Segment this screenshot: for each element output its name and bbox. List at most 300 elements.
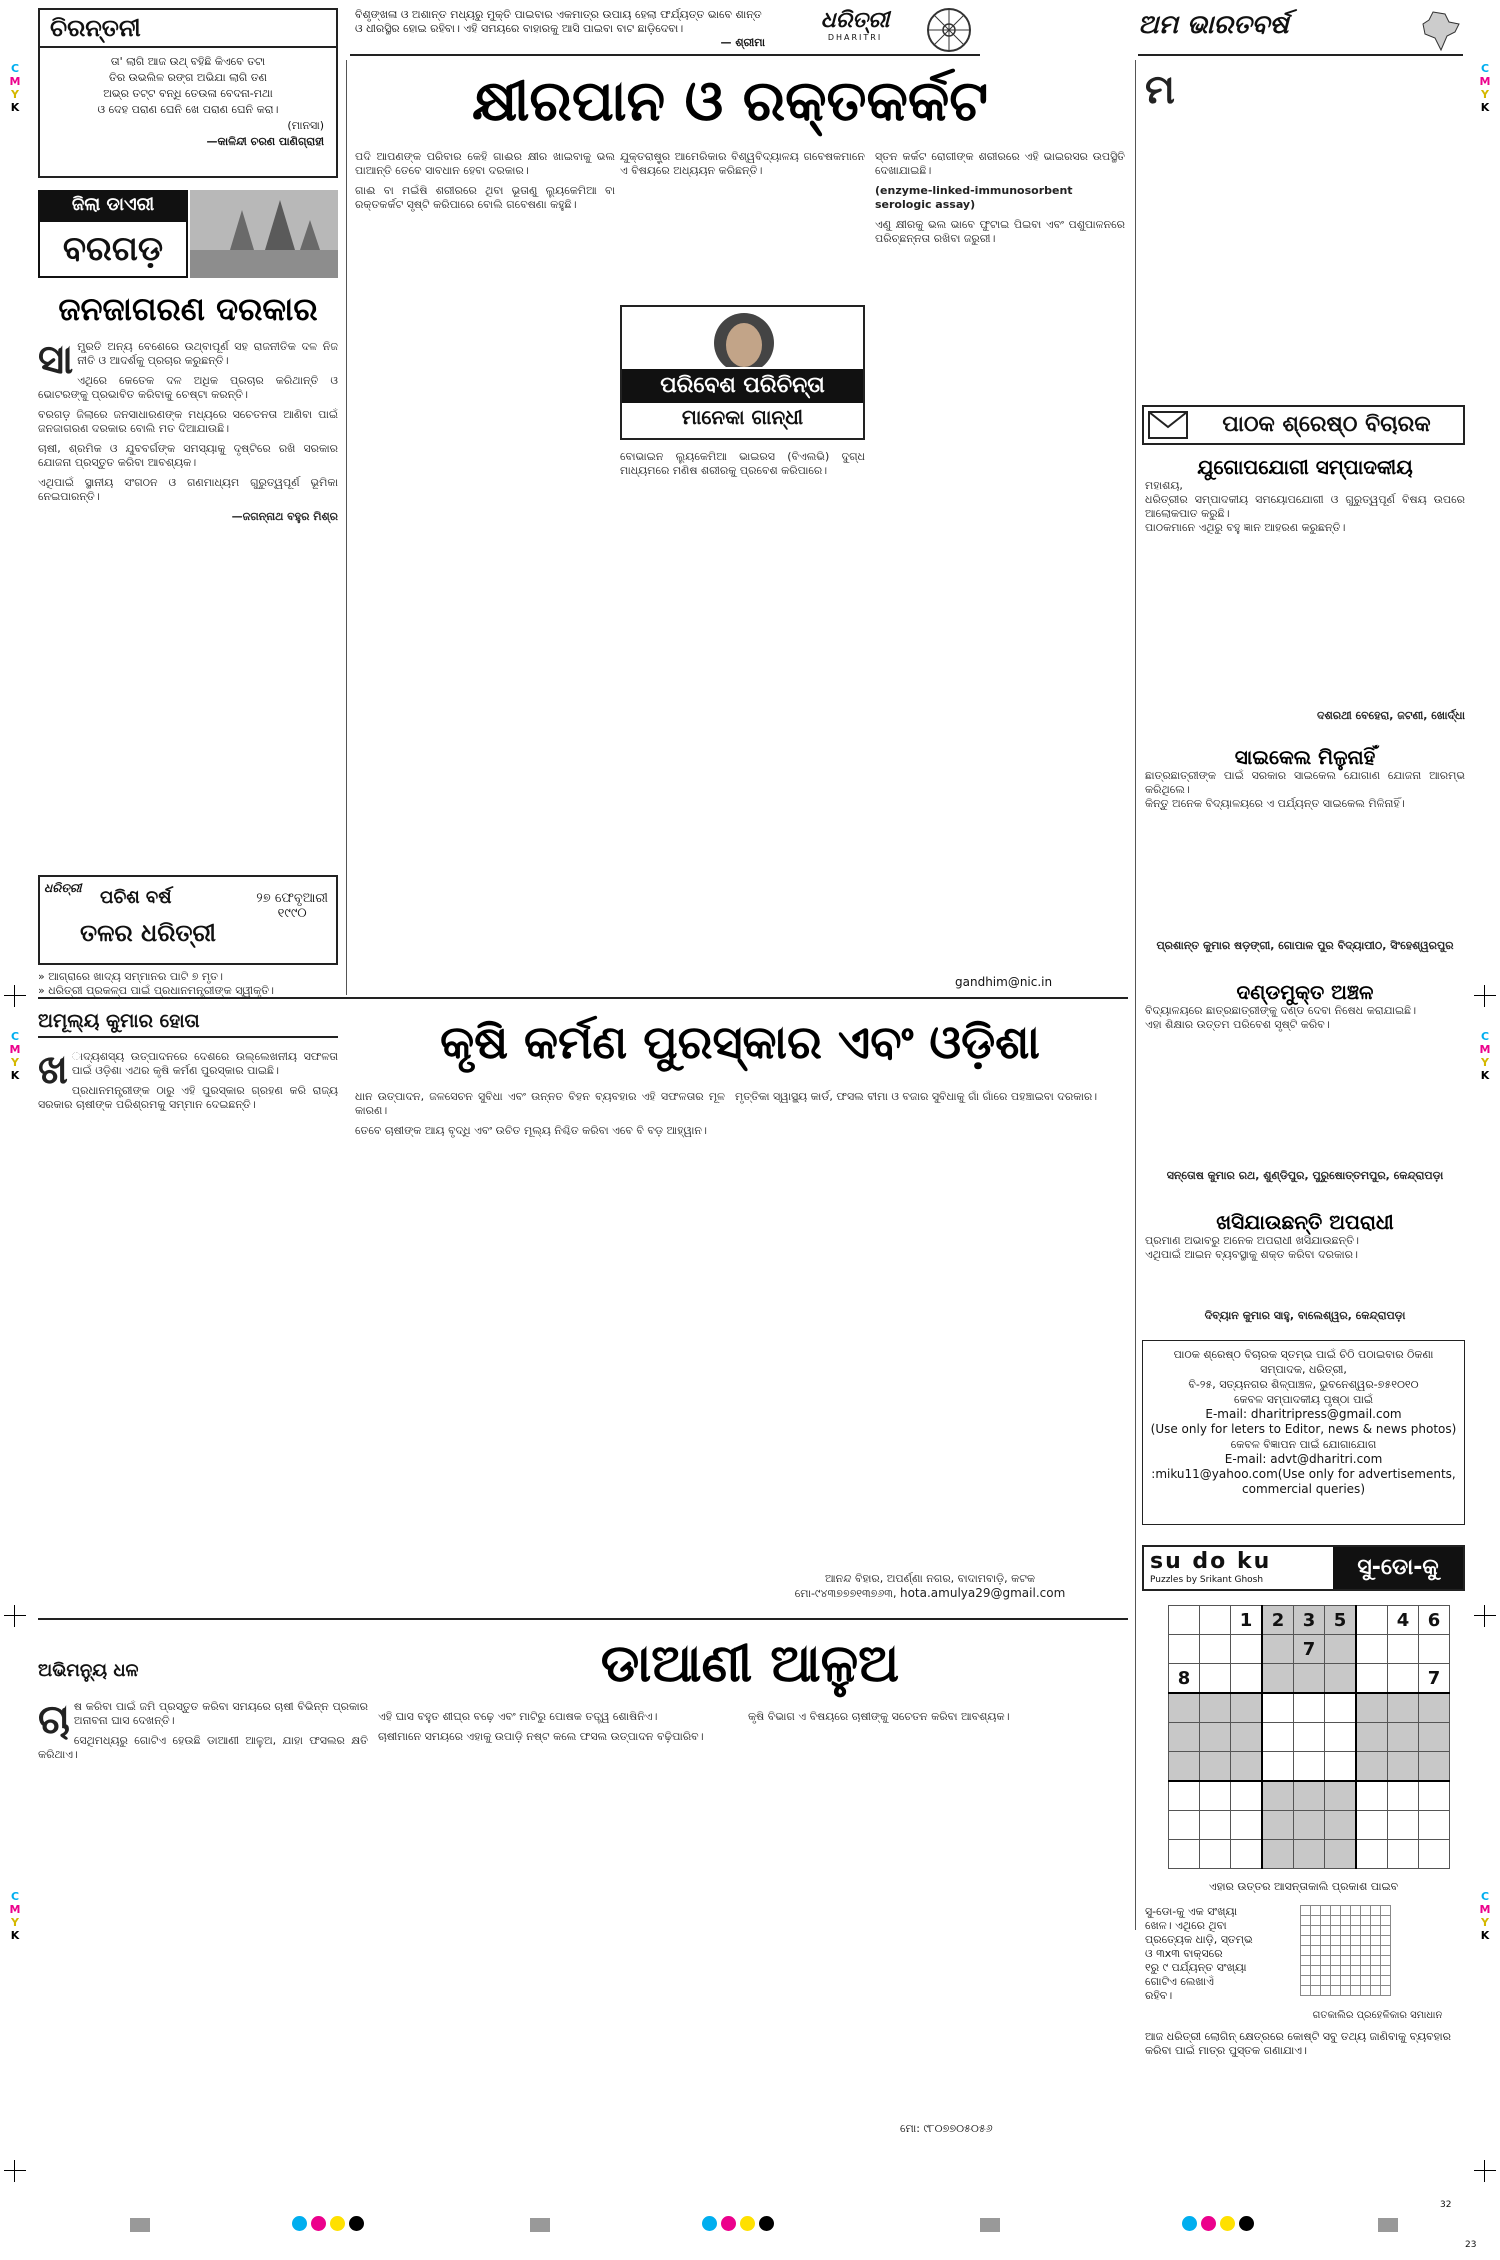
paragraph: ଧାନ ଉତ୍ପାଦନ, ଜଳସେଚନ ସୁବିଧା ଏବଂ ଉନ୍ନତ ବିହନ ବ୍ୟବହାର ଏହି ସଫଳତାର ମୂଳ କାରଣ। [355,1090,725,1117]
rules-line: ପ୍ରତ୍ୟେକ ଧାଡ଼ି, ସ୍ତମ୍ଭ [1145,1933,1253,1946]
sudoku-cell[interactable] [1262,1781,1294,1811]
sudoku-rules [1145,1905,1285,2003]
solution-cell [1381,1986,1391,1996]
sudoku-cell[interactable] [1231,1693,1263,1723]
solution-cell [1311,1906,1321,1916]
solution-cell [1331,1946,1341,1956]
sudoku-cell[interactable] [1169,1723,1200,1752]
solution-cell [1321,1986,1331,1996]
colour-dots [1180,2216,1256,2235]
sudoku-cell[interactable] [1262,1635,1294,1664]
pachisa-label-top: ପଚିଶ ବର୍ଷ [100,887,172,908]
solution-cell [1331,1926,1341,1936]
sudoku-cell[interactable] [1419,1635,1450,1664]
letter-title: ଖସିଯାଉଛନ୍ତି ଅପରାଧୀ [1216,1210,1394,1234]
sudoku-cell[interactable]: 8 [1169,1664,1200,1694]
sudoku-cell[interactable] [1356,1781,1388,1811]
poem-source: (ମାନସା) [287,119,324,132]
sudoku-cell[interactable] [1356,1664,1388,1694]
logo-sub: DHARITRI [827,33,883,42]
sudoku-cell[interactable]: 5 [1325,1606,1357,1635]
registration-mark-right-bottom: C M Y K [1479,1890,1491,1942]
letter-2 [1145,745,1465,953]
wheel-emblem [925,6,973,54]
paragraph: ତେବେ ଚାଷୀଙ୍କ ଆୟ ବୃଦ୍ଧି ଏବଂ ଉଚିତ ମୂଲ୍ୟ ନିଶ୍ଚିତ କରିବା ଏବେ ବି ବଡ଼ ଆହ୍ୱାନ। [355,1124,707,1137]
bullet-item: » ଧରିତ୍ରୀ ପ୍ରକଳ୍ପ ପାଇଁ ପ୍ରଧାନମନ୍ତ୍ରୀଙ୍କ ସ୍ୱୀକୃତି। [38,984,275,997]
sudoku-cell[interactable] [1169,1606,1200,1635]
solution-cell [1371,1936,1381,1946]
letter-line: ଧରିତ୍ରୀର ସମ୍ପାଦକୀୟ ସମୟୋପଯୋଗୀ ଓ ଗୁରୁତ୍ୱପୂର୍ଣ ବିଷୟ ଉପରେ ଆଲୋକପାତ କରୁଛି। [1145,493,1465,520]
solution-cell [1361,1986,1371,1996]
section-rule [38,1618,1128,1620]
letter-line: ଛାତ୍ରଛାତ୍ରୀଙ୍କ ପାଇଁ ସରକାର ସାଇକେଲ ଯୋଗାଣ ଯୋଜନା ଆରମ୍ଭ କରିଥିଲେ। [1145,769,1465,796]
poem-line: ଅଭ୍ର ତଟ୍ଟ ବନ୍ଧି ତେଉଳା ବେଦନା-ମଥା [103,87,273,100]
solution-cell [1351,1916,1361,1926]
solution-cell [1311,1966,1321,1976]
sudoku-cell[interactable] [1231,1840,1263,1869]
sudoku-cell[interactable] [1231,1811,1263,1840]
black-dot [349,2216,364,2231]
krishi-col3 [735,1090,1125,1570]
magenta-dot [1201,2216,1216,2231]
rules-line: ଓ ୩x୩ ବାକ୍ସରେ [1145,1947,1223,1960]
solution-cell [1311,1986,1321,1996]
sudoku-cell[interactable] [1262,1664,1294,1694]
sheet-number: 23 [1465,2240,1477,2250]
solution-cell [1361,1906,1371,1916]
sudoku-cell[interactable] [1200,1752,1231,1782]
crosshair-mark [4,985,26,1007]
paragraph: ଷ କରିବା ପାଇଁ ଜମି ପ୍ରସ୍ତୁତ କରିବା ସମୟରେ ଚାଷୀ ବିଭିନ୍ନ ପ୍ରକାର ଅନାବନା ଘାସ ଦେଖନ୍ତି। [73,1700,368,1727]
sudoku-cell[interactable] [1388,1635,1419,1664]
sudoku-cell[interactable] [1294,1840,1325,1869]
magenta-dot [311,2216,326,2231]
solution-cell [1381,1976,1391,1986]
sudoku-cell[interactable] [1231,1635,1263,1664]
main-story-col2-top [620,150,865,300]
poem-line: ତା' ଲାଗି ଆଜ ଉଥ୍ ବହିଛି କିଏବେ ତଟା [110,55,266,68]
letter-line: ବିଦ୍ୟାଳୟରେ ଛାତ୍ରଛାତ୍ରୀଙ୍କୁ ଦଣ୍ଡ ଦେବା ନିଷେଧ କରାଯାଇଛି। [1145,1004,1417,1017]
sudoku-cell[interactable] [1325,1723,1357,1752]
dropcap: ଚା [38,1700,70,1743]
paragraph: ସ୍ତନ କର୍କଟ ରୋଗୀଙ୍କ ଶରୀରରେ ଏହି ଭାଇରସର ଉପସ୍ଥିତି ଦେଖାଯାଇଛି। [875,150,1125,177]
solution-cell [1351,1946,1361,1956]
letter-credit: ପ୍ରଶାନ୍ତ କୁମାର ଷଡ଼ଙ୍ଗୀ, ଗୋପାଳ ପୁର ବିଦ୍ୟାପୀଠ, ସିଂହେଶ୍ୱରପୁର [1156,939,1454,952]
sudoku-cell[interactable] [1169,1752,1200,1782]
solution-cell [1301,1916,1311,1926]
editor-email-note: (Use only for leters to Editor, news & news photos) [1150,1422,1457,1436]
pathaka-banner [1142,405,1465,445]
sudoku-cell[interactable] [1325,1811,1357,1840]
solution-cell [1331,1936,1341,1946]
logo-text: ଧରିତ୍ରୀ [820,8,890,33]
solution-cell [1361,1956,1371,1966]
sudoku-cell[interactable] [1388,1664,1419,1694]
sudoku-cell[interactable] [1262,1723,1294,1752]
sudoku-cell[interactable] [1419,1693,1450,1723]
solution-cell [1341,1946,1351,1956]
registration-mark-left-top: C M Y K [9,62,21,114]
district-name: ବରଗଡ଼ [38,220,188,278]
sudoku-cell[interactable] [1262,1811,1294,1840]
rules-line: ଗୋଟିଏ ଲେଖାଏଁ [1145,1975,1214,1988]
cyan-dot [702,2216,717,2231]
solution-cell [1301,1976,1311,1986]
solution-cell [1361,1966,1371,1976]
credit-address: ଆନନ୍ଦ ବିହାର, ଅପର୍ଣ୍ଣା ନଗର, ବାଦାମବାଡ଼ି, କଟକ [824,1572,1036,1585]
jilla-diary-block [38,190,338,280]
main-story-col3 [875,150,1125,975]
colour-bar-grey [980,2218,1000,2232]
solution-cell [1331,1906,1341,1916]
solution-cell [1321,1966,1331,1976]
quote-strip [355,8,765,50]
solution-cell [1341,1966,1351,1976]
contact-line: ସମ୍ପାଦକ, ଧରିତ୍ରୀ, [1260,1363,1347,1376]
dayani-phone: ମୋ: ୯୮୦୭୭୦୫୦୫୬ [900,2122,993,2135]
sudoku-cell[interactable] [1419,1723,1450,1752]
column-rule [346,60,347,995]
solution-cell [1371,1986,1381,1996]
colour-bar-grey [130,2218,150,2232]
letter-title: ଦଣ୍ଡମୁକ୍ତ ଅଞ୍ଚଳ [1236,980,1374,1004]
sudoku-cell[interactable] [1169,1781,1200,1811]
advt-email-alt[interactable]: :miku11@yahoo.com(Use only for advertisements, commercial queries) [1151,1467,1456,1496]
colour-dots [290,2216,366,2235]
crosshair-mark [1474,1605,1496,1627]
crosshair-mark [4,1605,26,1627]
black-dot [759,2216,774,2231]
letter-title: ଯୁଗୋପଯୋଗୀ ସମ୍ପାଦକୀୟ [1197,455,1413,479]
credit-email[interactable]: hota.amulya29@gmail.com [899,1586,1066,1600]
pachisa-label-bottom: ତଳର ଧରିତ୍ରୀ [80,919,216,947]
ama-bharat-title: ଅମ ଭାରତବର୍ଷ [1138,10,1289,40]
krishi-col2 [355,1090,725,1585]
dayani-col2 [378,1710,738,2140]
sudoku-cell[interactable] [1294,1752,1325,1782]
column-rule [1135,60,1136,1930]
sudoku-cell[interactable] [1356,1752,1388,1782]
solution-cell [1311,1956,1321,1966]
yellow-dot [1220,2216,1235,2231]
solution-cell [1311,1926,1321,1936]
sudoku-answer-note: ଏହାର ଉତ୍ତର ଆସନ୍ତାକାଲି ପ୍ରକାଶ ପାଇବ [1208,1880,1399,1893]
sudoku-cell[interactable] [1388,1811,1419,1840]
sudoku-cell[interactable]: 3 [1294,1606,1325,1635]
solution-cell [1341,1976,1351,1986]
main-story-email[interactable]: gandhim@nic.in [955,975,1053,989]
yellow-dot [740,2216,755,2231]
solution-cell [1361,1916,1371,1926]
sudoku-cell[interactable] [1200,1664,1231,1694]
registration-mark-left-bottom: C M Y K [9,1890,21,1942]
sudoku-cell[interactable] [1388,1693,1419,1723]
chirantani-title: ଚିରନ୍ତନୀ [40,10,336,48]
pachisa-bullets [38,970,338,998]
jilla-diary-label: ଜିଲା ଡାଏରୀ [38,190,188,220]
solution-cell [1371,1926,1381,1936]
sudoku-header [1142,1545,1465,1591]
sudoku-cell[interactable] [1231,1781,1263,1811]
sudoku-cell[interactable] [1200,1781,1231,1811]
paragraph: ଏହି ଘାସ ବହୁତ ଶୀଘ୍ର ବଢ଼େ ଏବଂ ମାଟିରୁ ପୋଷକ ତତ୍ତ୍ୱ ଶୋଷିନିଏ। [378,1710,658,1723]
poem-line: ଓ ଦେହ ପରାଣ ଘେନି ଖେ ପରାଣ ଘେନି କରା। [97,103,279,116]
solution-cell [1301,1956,1311,1966]
solution-cell [1321,1976,1331,1986]
letter-credit: ଦଶରଥୀ ବେହେରା, ଜଟଣୀ, ଖୋର୍ଦ୍ଧା [1317,709,1465,722]
sudoku-cell[interactable] [1200,1606,1231,1635]
page-number: 32 [1440,2200,1452,2210]
letter-line: ମହାଶୟ, [1145,479,1183,492]
paragraph: ଏଥିପାଇଁ ସ୍ଥାନୀୟ ସଂଗଠନ ଓ ଗଣମାଧ୍ୟମ ଗୁରୁତ୍ୱପୂର୍ଣ ଭୂମିକା ନେଇପାରନ୍ତି। [38,476,338,503]
pathaka-title: ପାଠକ ଶ୍ରେଷ୍ଠ ବିଚାରକ [1222,412,1431,437]
bullet-item: » ଆଗ୍ରାରେ ଖାଦ୍ୟ ସମ୍ମାନର ପାଟି ୭ ମୃତ। [38,970,223,983]
sudoku-cell[interactable] [1169,1693,1200,1723]
sudoku-cell[interactable] [1325,1664,1357,1694]
solution-cell [1381,1946,1391,1956]
solution-cell [1331,1916,1341,1926]
paragraph: କୃଷି ବିଭାଗ ଏ ବିଷୟରେ ଚାଷୀଙ୍କୁ ସଚେତନ କରିବା ଆବଶ୍ୟକ। [748,1710,1010,1723]
solution-cell [1351,1906,1361,1916]
letter-4 [1145,1210,1465,1323]
solution-cell [1381,1956,1391,1966]
sudoku-cell[interactable] [1200,1840,1231,1869]
pachisa-barsa-box [38,875,338,965]
sudoku-cell[interactable] [1231,1664,1263,1694]
sudoku-cell[interactable] [1294,1693,1325,1723]
dayani-col1 [38,1700,368,2140]
registration-mark-right-mid: C M Y K [1479,1030,1491,1082]
section-rule [38,997,1128,999]
sudoku-cell[interactable]: 2 [1262,1606,1294,1635]
solution-cell [1361,1976,1371,1986]
krishi-col1 [38,1050,338,1605]
sudoku-logo: su do ku [1150,1549,1272,1574]
pachisa-date-year: ୧୯୯୦ [277,906,307,921]
editor-email[interactable]: E-mail: dharitripress@gmail.com [1205,1407,1402,1421]
sudoku-cell[interactable] [1231,1752,1263,1782]
sudoku-cell[interactable] [1200,1635,1231,1664]
solution-cell [1381,1936,1391,1946]
sudoku-cell[interactable] [1169,1635,1200,1664]
solution-cell [1321,1936,1331,1946]
dayani-author: ଅଭିମନ୍ୟୁ ଧଳ [38,1660,139,1681]
solution-cell [1361,1926,1371,1936]
solution-cell [1321,1916,1331,1926]
letter-line: ପାଠକମାନେ ଏଥିରୁ ବହୁ ଜ୍ଞାନ ଆହରଣ କରୁଛନ୍ତି। [1145,521,1346,534]
contact-line: କେବଳ ସମ୍ପାଦକୀୟ ପୃଷ୍ଠା ପାଇଁ [1234,1393,1373,1406]
solution-cell [1351,1956,1361,1966]
solution-cell [1301,1926,1311,1936]
solution-cell [1351,1926,1361,1936]
solution-cell [1371,1966,1381,1976]
solution-cell [1371,1906,1381,1916]
sudoku-odia-title: ସୁ-ଡୋ-କୁ [1333,1547,1463,1589]
crosshair-mark [1474,2160,1496,2182]
krishi-author: ଅମୂଲ୍ୟ କୁମାର ହୋତା [38,1010,338,1038]
solution-cell [1361,1946,1371,1956]
paragraph: ଗାଈ ବା ମଇଁଷି ଶରୀରରେ ଥିବା ଭୂତାଣୁ ଲ୍ୟୁକେମିଆ ବା ରକ୍ତକର୍କଟ ସୃଷ୍ଟି କରିପାରେ ବୋଲି ଗବେଷଣା କହୁଛି। [355,184,615,211]
sudoku-cell[interactable] [1294,1664,1325,1694]
sudoku-cell[interactable] [1200,1693,1231,1723]
columnist-box [620,305,865,440]
solution-cell [1301,1986,1311,1996]
paragraph: ଚାଷୀମାନେ ସମୟରେ ଏହାକୁ ଉପାଡ଼ି ନଷ୍ଟ କଲେ ଫସଲ ଉତ୍ପାଦନ ବଢ଼ିପାରିବ। [378,1730,704,1743]
sudoku-cell[interactable]: 1 [1231,1606,1263,1635]
solution-cell [1321,1946,1331,1956]
solution-cell [1331,1956,1341,1966]
sudoku-cell[interactable] [1200,1723,1231,1752]
krishi-credit [735,1572,1125,1601]
sudoku-credit: Puzzles by Srikant Ghosh [1150,1575,1264,1585]
sudoku-cell[interactable] [1325,1752,1357,1782]
sudoku-cell[interactable] [1262,1693,1294,1723]
letter-3 [1145,980,1465,1183]
poem-credit: —କାଳିନ୍ଦୀ ଚରଣ ପାଣିଗ୍ରାହୀ [206,135,324,148]
sudoku-cell[interactable] [1356,1693,1388,1723]
sudoku-cell[interactable] [1356,1606,1388,1635]
solution-cell [1341,1916,1351,1926]
dropcap: ଖ [38,1050,68,1093]
colour-bar-grey [530,2218,550,2232]
sudoku-cell[interactable] [1388,1840,1419,1869]
sudoku-cell[interactable] [1294,1723,1325,1752]
paragraph: ଯୁକ୍ତରାଷ୍ଟ୍ର ଆମେରିକାର ବିଶ୍ୱବିଦ୍ୟାଳୟ ଗବେଷକମାନେ ଏ ବିଷୟରେ ଅଧ୍ୟୟନ କରିଛନ୍ତି। [620,150,865,177]
solution-cell [1371,1956,1381,1966]
solution-cell [1351,1986,1361,1996]
sudoku-cell[interactable] [1388,1723,1419,1752]
paragraph: ଏଥିରେ କେତେକ ଦଳ ଅଧିକ ପ୍ରଚାର କରିଥାନ୍ତି ଓ ଭୋଟରଙ୍କୁ ପ୍ରଭାବିତ କରିବାକୁ ଚେଷ୍ଟା କରନ୍ତି। [38,374,338,401]
solution-cell [1341,1956,1351,1966]
advt-email[interactable]: E-mail: advt@dharitri.com [1224,1452,1383,1466]
sudoku-cell[interactable] [1356,1811,1388,1840]
sudoku-cell[interactable]: 7 [1294,1635,1325,1664]
solution-cell [1351,1966,1361,1976]
paragraph: ବରଗଡ଼ ଜିଲାରେ ଜନସାଧାରଣଙ୍କ ମଧ୍ୟରେ ସଚେତନତା ଆଣିବା ପାଇଁ ଜନଜାଗରଣ ଦରକାର ବୋଲି ମତ ଦିଆଯାଉଛି। [38,408,338,435]
masthead-rule [350,54,980,56]
sudoku-cell[interactable] [1294,1811,1325,1840]
dropcap: ସା [38,340,74,383]
sudoku-cell[interactable] [1356,1723,1388,1752]
solution-cell [1381,1966,1391,1976]
solution-cell [1321,1956,1331,1966]
paragraph: ପଦି ଆପଣଙ୍କ ପରିବାର କେହି ଗାଈର କ୍ଷୀର ଖାଇବାକୁ ଭଲ ପାଆନ୍ତି ତେବେ ସାବଧାନ ହେବା ଦରକାର। [355,150,615,177]
solution-cell [1311,1976,1321,1986]
colour-dots [700,2216,776,2235]
dharitri-logo [790,8,920,50]
sudoku-grid[interactable] [1168,1605,1450,1869]
cyan-dot [292,2216,307,2231]
previous-solution-grid [1300,1905,1391,1996]
chirantani-box [38,8,338,178]
solution-cell [1381,1926,1391,1936]
quote-credit: — ଶ୍ରୀମା [720,36,765,49]
yellow-dot [330,2216,345,2231]
letter-line: ଏଥିପାଇଁ ଆଇନ ବ୍ୟବସ୍ଥାକୁ ଶକ୍ତ କରିବା ଦରକାର। [1145,1248,1358,1261]
sudoku-cell[interactable] [1419,1811,1450,1840]
rules-line: ସୁ-ଡୋ-କୁ ଏକ ସଂଖ୍ୟା [1145,1905,1238,1918]
contact-line: ବି-୨୫, ସତ୍ୟନଗର ଶିଳ୍ପାଞ୍ଚଳ, ଭୁବନେଶ୍ୱର-୭୫୧୦୧୦ [1188,1378,1419,1391]
solution-cell [1341,1906,1351,1916]
main-story-col2 [620,450,865,975]
contact-line: ପାଠକ ଶ୍ରେଷ୍ଠ ବିଚାରକ ସ୍ତମ୍ଭ ପାଇଁ ଚିଠି ପଠାଇବାର ଠିକଣା [1173,1348,1434,1361]
sudoku-cell[interactable] [1388,1781,1419,1811]
poem-line: ତିର ଉଭଲିଳ ରଙ୍ଗ ଅଭିଯା ଲାଗି ତଣ [109,71,267,84]
dropcap: ମ [1145,70,1175,113]
credit-phone: ମୋ-୯୪୩୭୭୭୧୩୭୬୩, [794,1587,897,1600]
main-headline: କ୍ଷୀରପାନ ଓ ରକ୍ତକର୍କଟ [471,69,989,134]
sudoku-cell[interactable] [1262,1752,1294,1782]
solution-cell [1371,1976,1381,1986]
pachisa-logo: ଧରିତ୍ରୀ [44,881,82,895]
sudoku-cell[interactable] [1325,1781,1357,1811]
dayani-headline: ଡାଆଣୀ ଆଳୁଅ [600,1634,900,1694]
solution-cell [1301,1906,1311,1916]
solution-cell [1371,1916,1381,1926]
solution-cell [1301,1946,1311,1956]
letter-credit: ସନ୍ତୋଷ କୁମାର ରଥ, ଶୁଣ୍ଡିପୁର, ପୁରୁଷୋତ୍ତମପୁର, କେନ୍ଦ୍ରାପଡ଼ା [1166,1169,1444,1182]
sudoku-cell[interactable] [1169,1811,1200,1840]
sudoku-cell[interactable] [1200,1811,1231,1840]
colour-bar-grey [1378,2218,1398,2232]
sudoku-cell[interactable]: 6 [1419,1606,1450,1635]
sudoku-cell[interactable] [1419,1840,1450,1869]
krishi-headline: କୃଷି କର୍ମଣ ପୁରସ୍କାର ଏବଂ ଓଡ଼ିଶା [440,1015,1040,1069]
sudoku-cell[interactable] [1388,1752,1419,1782]
sudoku-cell[interactable] [1294,1781,1325,1811]
left-headline: ଜନଜାଗରଣ ଦରକାର [58,290,318,328]
sudoku-cell[interactable] [1262,1840,1294,1869]
registration-mark-left-mid: C M Y K [9,1030,21,1082]
column-title: ପରିବେଶ ପରିଚିନ୍ତା [622,369,863,403]
paragraph: ସେଥିମଧ୍ୟରୁ ଗୋଟିଏ ହେଉଛି ଡାଆଣୀ ଆଳୁଅ, ଯାହା ଫସଲର କ୍ଷତି କରିଥାଏ। [38,1734,368,1761]
letter-line: ପ୍ରମାଣ ଅଭାବରୁ ଅନେକ ଅପରାଧୀ ଖସିଯାଉଛନ୍ତି। [1145,1234,1359,1247]
crosshair-mark [1474,985,1496,1007]
registration-mark-right-top: C M Y K [1479,62,1491,114]
sudoku-cell[interactable] [1325,1840,1357,1869]
sudoku-cell[interactable] [1419,1781,1450,1811]
sudoku-cell[interactable] [1325,1693,1357,1723]
rules-line: ରହିବ। [1145,1989,1173,2002]
letter-credit: ଦିବ୍ୟାନ କୁମାର ସାହୁ, ବାଲେଶ୍ୱର, କେନ୍ଦ୍ରାପଡ଼ା [1204,1309,1406,1322]
sudoku-cell[interactable] [1169,1840,1200,1869]
sudoku-cell[interactable]: 7 [1419,1664,1450,1694]
contact-line: କେବଳ ବିଜ୍ଞାପନ ପାଇଁ ଯୋଗାଯୋଗ [1230,1438,1377,1451]
sudoku-cell[interactable] [1356,1840,1388,1869]
dayani-col3 [748,1710,1128,2120]
solution-cell [1311,1916,1321,1926]
sudoku-cell[interactable] [1419,1752,1450,1782]
solution-cell [1371,1946,1381,1956]
solution-cell [1341,1986,1351,1996]
sudoku-cell[interactable] [1231,1723,1263,1752]
solution-cell [1321,1926,1331,1936]
sudoku-cell[interactable]: 4 [1388,1606,1419,1635]
solution-cell [1311,1936,1321,1946]
sudoku-cell[interactable] [1356,1635,1388,1664]
solution-cell [1331,1976,1341,1986]
solution-cell [1351,1976,1361,1986]
solution-cell [1361,1936,1371,1946]
paragraph: ମ୍ପ୍ରତି ଅନ୍ୟ ବେଶେରେ ଉଥ୍ବାପୂର୍ଣ ସହ ରାଜନୀତିକ ଦଳ ନିଜ ନୀତି ଓ ଆଦର୍ଶକୁ ପ୍ରଚାର କରୁଛନ୍ତି। [77,340,338,367]
sudoku-cell[interactable] [1325,1635,1357,1664]
inline-english: (enzyme-linked-immunosorbent serologic assay) [875,184,1073,211]
paragraph: ଚାଷୀ, ଶ୍ରମିକ ଓ ଯୁବବର୍ଗଙ୍କ ସମସ୍ୟାକୁ ଦୃଷ୍ଟିରେ ରଖି ସରକାର ଯୋଜନା ପ୍ରସ୍ତୁତ କରିବା ଆବଶ୍ୟକ। [38,442,338,469]
letter-line: ଏହା ଶିକ୍ଷାର ଉତ୍ତମ ପରିବେଶ ସୃଷ୍ଟି କରିବ। [1145,1018,1330,1031]
black-dot [1239,2216,1254,2231]
letter-line: କିନ୍ତୁ ଅନେକ ବିଦ୍ୟାଳୟରେ ଏ ପର୍ଯ୍ୟନ୍ତ ସାଇକେଲ ମିଳିନାହିଁ। [1145,797,1405,810]
left-article-body [38,340,338,855]
